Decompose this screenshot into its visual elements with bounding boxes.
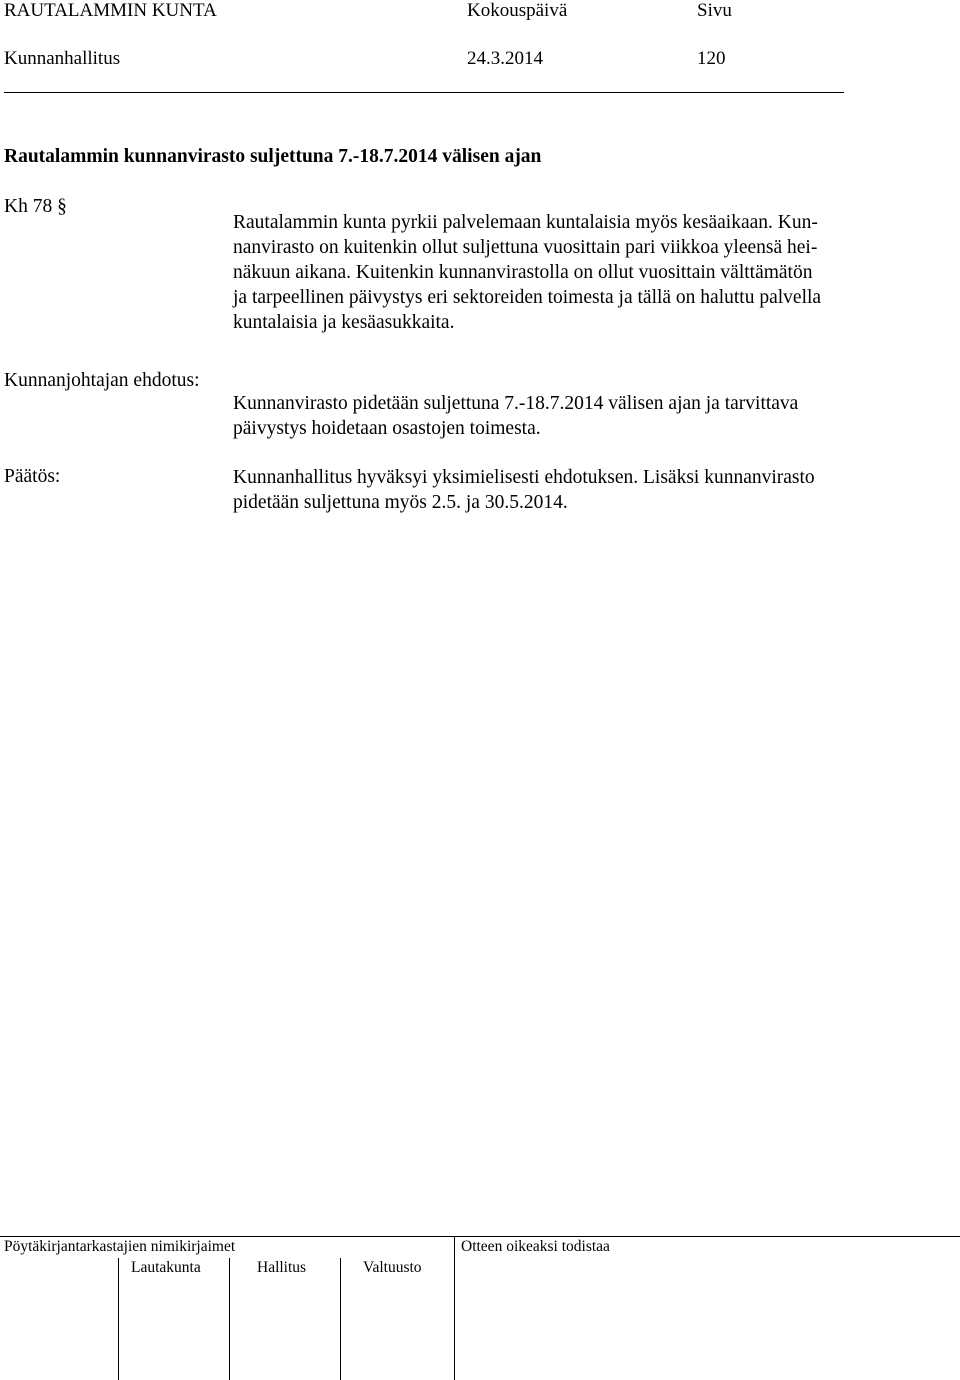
meeting-date-label: Kokouspäivä xyxy=(467,0,568,21)
description-line: näkuun aikana. Kuitenkin kunnanvirastolla on ollut vuosittain välttämätön xyxy=(233,262,813,283)
proposal-label: Kunnanjohtajan ehdotus: xyxy=(4,370,200,391)
footer-column-valtuusto: Valtuusto xyxy=(363,1259,422,1276)
page-label: Sivu xyxy=(697,0,732,21)
item-title: Rautalammin kunnanvirasto suljettuna 7.-18.7.2014 välisen ajan xyxy=(4,146,542,167)
decision-text xyxy=(233,465,893,515)
footer-column-lautakunta: Lautakunta xyxy=(131,1259,201,1276)
municipality-name: RAUTALAMMIN KUNTA xyxy=(4,0,217,21)
header-rule xyxy=(4,92,844,93)
proposal-line: Kunnanvirasto pidetään suljettuna 7.-18.7.2014 välisen ajan ja tarvittava xyxy=(233,393,799,414)
footer-column-divider xyxy=(340,1258,341,1380)
item-description xyxy=(233,210,893,335)
reviewers-label: Pöytäkirjantarkastajien nimikirjaimet xyxy=(4,1238,236,1255)
decision-line: Kunnanhallitus hyväksyi yksimielisesti ehdotuksen. Lisäksi kunnanvirasto xyxy=(233,467,815,488)
footer-rule-left xyxy=(0,1236,454,1237)
description-line: nanvirasto on kuitenkin ollut suljettuna vuosittain pari viikkoa yleensä hei- xyxy=(233,237,818,258)
decision-label: Päätös: xyxy=(4,466,61,487)
proposal-line: päivystys hoidetaan osastojen toimesta. xyxy=(233,418,541,439)
description-line: kuntalaisia ja kesäasukkaita. xyxy=(233,312,455,333)
description-line: ja tarpeellinen päivystys eri sektoreiden toimesta ja tällä on haluttu palvella xyxy=(233,287,822,308)
footer-column-divider xyxy=(118,1258,119,1380)
footer-column-divider xyxy=(229,1258,230,1380)
certified-copy-label: Otteen oikeaksi todistaa xyxy=(461,1238,610,1255)
footer-column-hallitus: Hallitus xyxy=(257,1259,307,1276)
meeting-date: 24.3.2014 xyxy=(467,48,543,69)
footer-divider xyxy=(454,1236,455,1380)
item-number: Kh 78 § xyxy=(4,196,67,217)
page-number: 120 xyxy=(697,48,726,69)
footer-rule-right xyxy=(454,1236,960,1237)
proposal-text xyxy=(233,391,893,441)
description-line: Rautalammin kunta pyrkii palvelemaan kuntalaisia myös kesäaikaan. Kun- xyxy=(233,212,818,233)
decision-line: pidetään suljettuna myös 2.5. ja 30.5.2014. xyxy=(233,492,568,513)
body-name: Kunnanhallitus xyxy=(4,48,121,69)
